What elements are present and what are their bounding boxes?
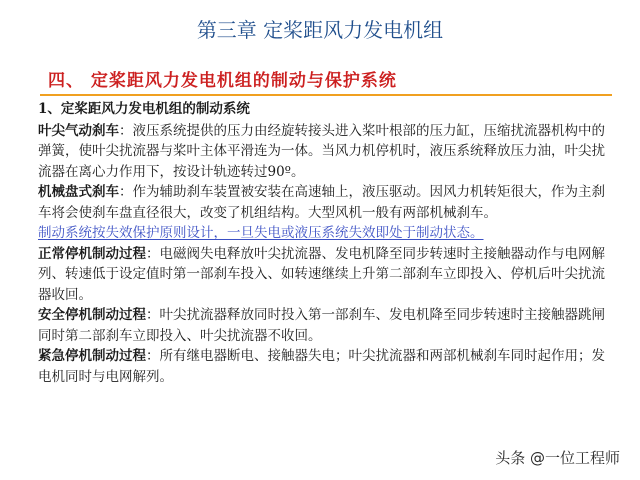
paragraph-tip-brake [38,121,610,183]
text-normal-stop: ：电磁阀失电释放叶尖扰流器、发电机降至同步转速时主接触器动作与电网解列、转速低于设定值时第一部刹车投入、如转速继续上升第二部刹车立即投入、停机后叶尖扰流器收回。 [38,245,605,303]
text-emergency-stop: ：所有继电器断电、接触器失电；叶尖扰流器和两部机械刹车同时起作用；发电机同时与电网解列。 [38,348,605,385]
paragraph-emergency-stop [38,346,610,387]
subsection-heading: 1、定桨距风力发电机组的制动系统 [38,101,250,117]
term-normal-stop: 正常停机制动过程 [38,245,146,262]
section-subtitle: 四、 定桨距风力发电机组的制动与保护系统 [48,71,397,91]
failsafe-note-link[interactable]: 制动系统按失效保护原则设计，一旦失电或液压系统失效即处于制动状态。 [38,225,484,241]
text-safe-stop: ：叶尖扰流器释放同时投入第一部刹车、发电机降至同步转速时主接触器跳闸同时第二部刹车立即投入、叶尖扰流器不收回。 [38,307,605,344]
watermark: 头条 @一位工程师 [495,449,620,467]
paragraph-disc-brake [38,182,610,223]
slide-body [38,99,610,387]
divider-rule [40,94,612,96]
paragraph-safe-stop [38,305,610,346]
paragraph-normal-stop [38,244,610,306]
text-tip-brake: ：液压系统提供的压力由经旋转接头进入桨叶根部的压力缸，压缩扰流器机构中的弹簧，使叶尖扰流器与桨叶主体平滑连为一体。当风力机停机时，液压系统释放压力油，叶尖扰流器在离心力作用下，按设计轨迹转过90º。 [38,122,605,180]
term-emergency-stop: 紧急停机制动过程 [38,348,146,364]
term-safe-stop: 安全停机制动过程 [38,307,146,323]
text-disc-brake: ：作为辅助刹车装置被安装在高速轴上，液压驱动。因风力机转矩很大，作为主刹车将会使刹车盘直径很大，改变了机组结构。大型风机一般有两部机械刹车。 [38,184,605,221]
slide-title: 第三章 定桨距风力发电机组 [196,18,444,42]
term-tip-brake: 叶尖气动刹车 [38,122,119,139]
term-disc-brake: 机械盘式刹车 [38,184,119,200]
